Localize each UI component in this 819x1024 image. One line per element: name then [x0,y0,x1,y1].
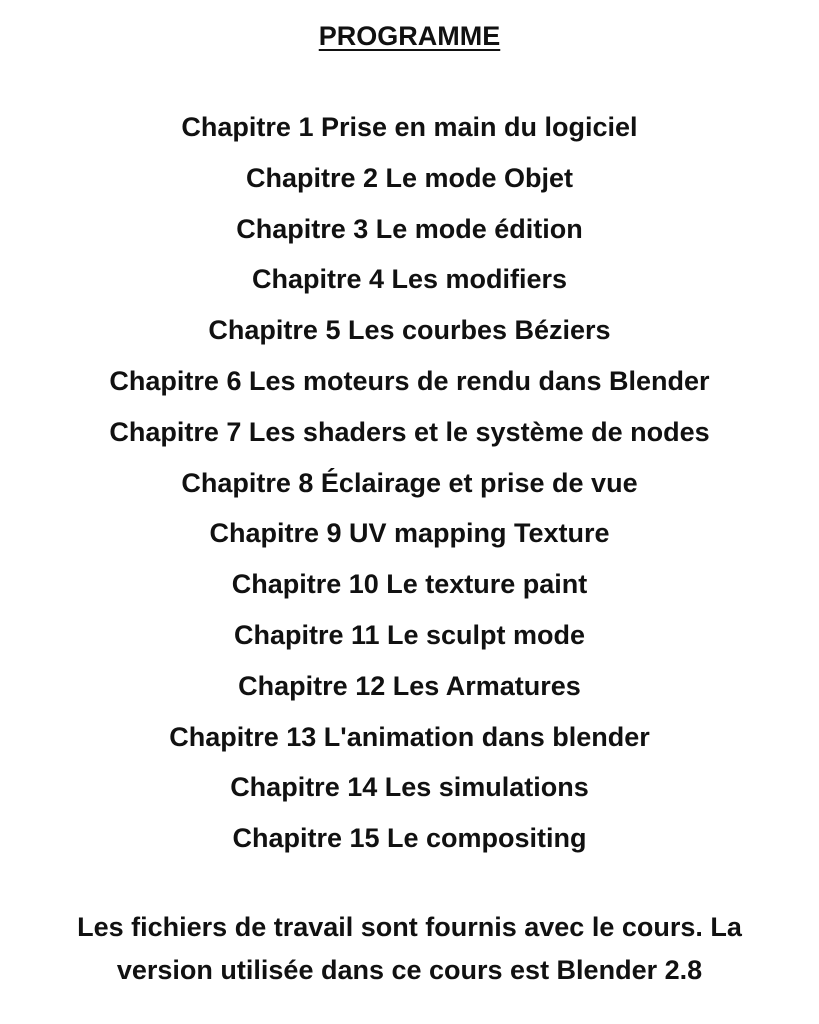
chapter-item: Chapitre 7 Les shaders et le système de nodes [109,416,710,447]
chapter-item: Chapitre 10 Le texture paint [231,569,588,600]
chapter-item: Chapitre 14 Les simulations [230,772,589,803]
chapter-item: Chapitre 13 L'animation dans blender [169,721,650,752]
chapter-item: Chapitre 15 Le compositing [232,823,587,854]
chapter-item: Chapitre 4 Les modifiers [251,264,568,295]
chapter-item: Chapitre 11 Le sculpt mode [233,619,586,650]
chapter-item: Chapitre 8 Éclairage et prise de vue [181,467,638,498]
chapter-item: Chapitre 9 UV mapping Texture [209,518,610,549]
chapter-item: Chapitre 1 Prise en main du logiciel [181,112,638,142]
chapter-item: Chapitre 2 Le mode Objet [245,162,574,193]
footer-note [30,906,789,992]
chapter-item: Chapitre 5 Les courbes Béziers [208,315,611,346]
chapter-item: Chapitre 12 Les Armatures [238,670,581,701]
chapter-item: Chapitre 3 Le mode édition [236,213,583,244]
footer-note-line-2: version utilisée dans ce cours est Blender 2.8 [116,955,703,985]
chapter-list [0,107,819,869]
page-title: PROGRAMME [318,21,501,51]
chapter-item: Chapitre 6 Les moteurs de rendu dans Blender [109,365,710,396]
footer-note-line-1: Les fichiers de travail sont fournis avec le cours. La [77,912,742,942]
